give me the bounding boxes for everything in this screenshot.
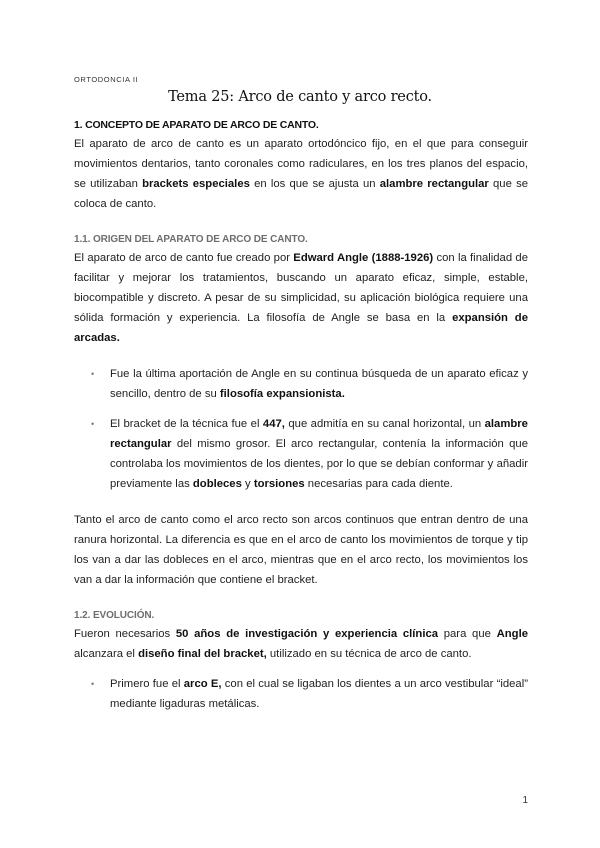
section-1-1-heading: 1.1. ORIGEN DEL APARATO DE ARCO DE CANTO. — [74, 234, 308, 245]
section-1-2-heading: 1.2. EVOLUCIÓN. — [74, 610, 155, 621]
document-body — [74, 117, 528, 714]
list-item-text — [110, 674, 528, 714]
section-1-1-paragraph — [74, 248, 528, 348]
text-run: El aparato de arco de canto fue creado por — [74, 252, 294, 264]
text-run: y — [241, 478, 254, 490]
page-title: Tema 25: Arco de canto y arco recto. — [168, 89, 432, 105]
section-1-2-paragraph — [74, 624, 528, 664]
bold-run: expansión de arcadas. — [74, 312, 528, 344]
bullet-icon: • — [91, 679, 95, 689]
text-run: Fue la última aportación de Angle en su continua búsqueda de un aparato eficaz y sencillo, dentro de su — [110, 368, 528, 400]
list-item — [74, 364, 528, 404]
bold-run: 447, — [262, 418, 285, 430]
text-run: para que — [438, 628, 497, 640]
section-1-paragraph — [74, 134, 528, 214]
text-run: El aparato de arco de canto es un aparato ortodóncico fijo, en el que para conseguir movimientos dentarios, tanto coronales como radiculares, en los tres planos del espacio, se utilizaban — [74, 138, 528, 190]
bold-run: arco E, — [183, 678, 222, 690]
course-header: ORTODONCIA II — [74, 75, 139, 84]
bold-run: filosofía expansionista. — [219, 388, 345, 400]
text-run: utilizado en su técnica de arco de canto. — [266, 648, 472, 660]
list-item-text — [110, 364, 528, 404]
text-run: Primero fue el — [110, 678, 184, 690]
bold-run: diseño final del bracket, — [138, 648, 267, 660]
section-1-1-bullet-list — [74, 364, 528, 494]
page-number: 1 — [522, 795, 528, 806]
text-run: en los que se ajusta un — [249, 178, 380, 190]
text-run: El bracket de la técnica fue el — [110, 418, 263, 430]
list-item — [74, 414, 528, 494]
list-item-text — [110, 414, 528, 494]
section-1-heading: 1. CONCEPTO DE APARATO DE ARCO DE CANTO. — [74, 119, 319, 131]
section-1-1-closing-paragraph: Tanto el arco de canto como el arco recto son arcos continuos que entran dentro de una ranura horizontal. La diferencia es que en el arco de canto los movimientos de torque y tip los van a dar las dobleces en el arco, mientras que en el arco recto, los movimientos los van a dar la información que contiene el bracket. — [74, 514, 528, 586]
bullet-icon: • — [91, 369, 95, 379]
text-run: con el cual se ligaban los dientes a un arco vestibular “ideal” mediante ligaduras metálicas. — [110, 678, 528, 710]
bold-run: alambre rectangular — [110, 418, 528, 450]
bold-run: dobleces — [192, 478, 242, 490]
bold-run: brackets especiales — [142, 178, 250, 190]
bold-run: torsiones — [253, 478, 305, 490]
bold-run: alambre rectangular — [379, 178, 489, 190]
list-item — [74, 674, 528, 714]
text-run: del mismo grosor. El arco rectangular, contenía la información que controlaba los movimientos de los dientes, por lo que se debían conformar y añadir previamente las — [110, 438, 528, 490]
text-run: Fueron necesarios — [74, 628, 176, 640]
section-1-2-bullet-list — [74, 674, 528, 714]
bold-run: 50 años de investigación y experiencia clínica — [175, 628, 439, 640]
text-run: que se coloca de canto. — [74, 178, 528, 210]
text-run: alcanzara el — [74, 648, 139, 660]
bold-run: Angle — [496, 628, 529, 640]
bold-run: Edward Angle (1888-1926) — [293, 252, 434, 264]
text-run: necesarias para cada diente. — [304, 478, 453, 490]
text-run: con la finalidad de facilitar y mejorar los tratamientos, buscando un aparato eficaz, simple, estable, biocompatible y discreto. A pesar de su simplicidad, su aplicación biológica requiere una sólida formación y experiencia. La filosofía de Angle se basa en la — [74, 252, 528, 324]
text-run: que admitía en su canal horizontal, un — [284, 418, 485, 430]
bullet-icon: • — [91, 419, 95, 429]
